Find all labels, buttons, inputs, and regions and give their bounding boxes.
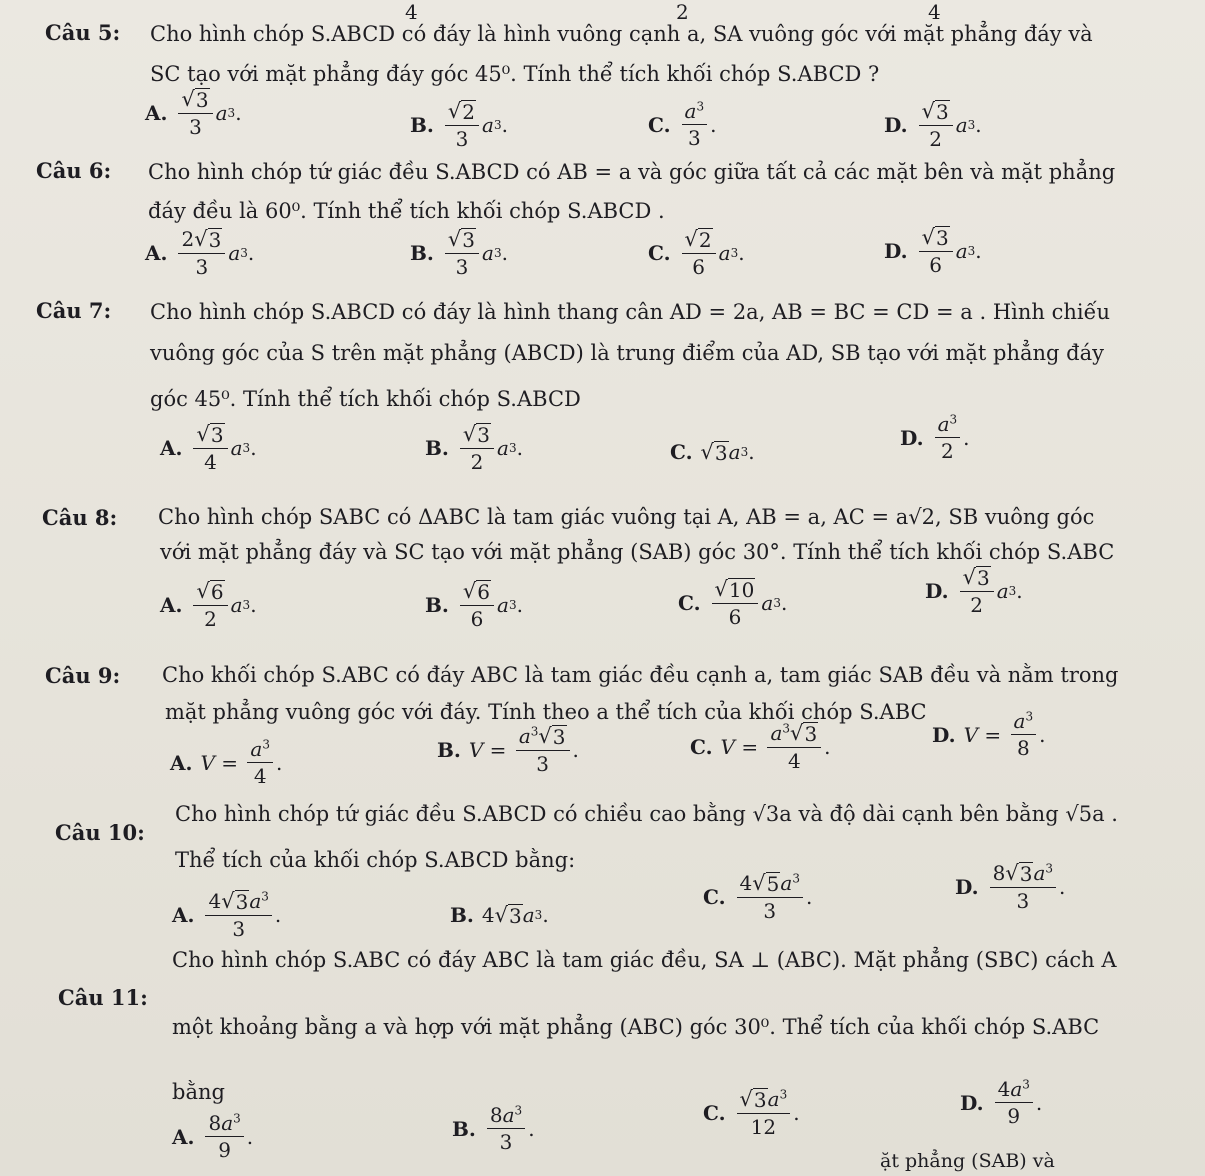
question-text: mặt phẳng vuông góc với đáy. Tính theo a thể tích của khối chóp S.ABC bbox=[165, 700, 927, 724]
question-text: Cho hình chóp S.ABCD có đáy là hình thang cân AD = 2a, AB = BC = CD = a . Hình chiếu bbox=[150, 300, 1111, 324]
question-text: vuông góc của S trên mặt phẳng (ABCD) là trung điểm của AD, SB tạo với mặt phẳng đáy bbox=[150, 341, 1104, 365]
option-d[interactable]: D. $\frac{4a^3}{9}$ . bbox=[960, 1077, 1043, 1128]
option-a[interactable]: A. V = $\frac{a^3}{4}$ . bbox=[170, 737, 283, 788]
question-text: Cho hình chóp S.ABC có đáy ABC là tam giác đều, SA ⊥ (ABC). Mặt phẳng (SBC) cách A bbox=[172, 948, 1117, 972]
option-d[interactable]: D. √ 3 2 a 3 . bbox=[884, 99, 982, 152]
question-label: Câu 8: bbox=[42, 505, 118, 530]
top-number: 4 bbox=[405, 0, 418, 24]
option-d[interactable]: D. $\frac{a^3}{2}$ . bbox=[900, 412, 970, 463]
question-label: Câu 11: bbox=[58, 985, 148, 1010]
option-c[interactable]: C. 4 √ 5 $a^3$ 3 . bbox=[703, 871, 813, 924]
option-d[interactable]: D. √ 3 2 a 3 . bbox=[925, 565, 1023, 618]
option-c[interactable]: C. √ 2 6 a 3 . bbox=[648, 227, 745, 280]
option-c[interactable]: C. $\frac{a^3}{3}$ . bbox=[648, 99, 717, 150]
option-b[interactable]: B. √ 6 6 a 3 . bbox=[425, 579, 523, 632]
question-text: đáy đều là 60⁰. Tính thể tích khối chóp S.ABCD . bbox=[148, 199, 665, 223]
question-text: Cho hình chóp S.ABCD có đáy là hình vuông cạnh a, SA vuông góc với mặt phẳng đáy và bbox=[150, 22, 1093, 46]
option-c[interactable]: C. √ 10 6 a 3 . bbox=[678, 577, 788, 630]
question-text: Cho hình chóp tứ giác đều S.ABCD có chiều cao bằng √3a và độ dài cạnh bên bằng √5a . bbox=[175, 802, 1118, 826]
option-a[interactable]: A. 2 √ 3 3 a 3 . bbox=[145, 227, 255, 280]
question-text: Cho hình chóp SABC có ΔABC là tam giác vuông tại A, AB = a, AC = a√2, SB vuông góc bbox=[158, 505, 1095, 529]
option-b[interactable]: B. 4 √ 3 a 3 . bbox=[450, 903, 549, 928]
question-text: với mặt phẳng đáy và SC tạo với mặt phẳng (SAB) góc 30°. Tính thể tích khối chóp S.ABC bbox=[160, 540, 1115, 564]
question-text: SC tạo với mặt phẳng đáy góc 45⁰. Tính thể tích khối chóp S.ABCD ? bbox=[150, 62, 880, 86]
option-a[interactable]: A. √ 3 4 a 3 . bbox=[160, 422, 257, 475]
option-d[interactable]: D. √ 3 6 a 3 . bbox=[884, 225, 982, 278]
option-c[interactable]: C. √ 3 a 3 . bbox=[670, 440, 755, 465]
option-a[interactable]: A. √ 6 2 a 3 . bbox=[160, 579, 257, 632]
option-d[interactable]: D. 8 √ 3 $a^3$ 3 . bbox=[955, 861, 1066, 914]
option-d[interactable]: D. V = $\frac{a^3}{8}$ . bbox=[932, 709, 1046, 760]
option-a[interactable]: A. $\frac{8a^3}{9}$ . bbox=[172, 1111, 254, 1162]
question-label: Câu 5: bbox=[45, 20, 121, 45]
question-text: bằng bbox=[172, 1080, 225, 1104]
question-label: Câu 10: bbox=[55, 820, 145, 845]
option-b[interactable]: B. √ 3 3 a 3 . bbox=[410, 227, 508, 280]
option-b[interactable]: B. $\frac{8a^3}{3}$ . bbox=[452, 1103, 535, 1154]
top-number: 4 bbox=[928, 0, 941, 24]
option-c[interactable]: C. V = $a^3$ √ 3 4 . bbox=[690, 721, 831, 774]
option-b[interactable]: B. √ 3 2 a 3 . bbox=[425, 422, 523, 475]
question-text: Cho hình chóp tứ giác đều S.ABCD có AB = a và góc giữa tất cả các mặt bên và mặt phẳng bbox=[148, 160, 1116, 184]
option-a[interactable]: A. √ 3 3 a 3 . bbox=[145, 87, 242, 140]
option-b[interactable]: B. V = $a^3$ √ 3 3 . bbox=[437, 724, 579, 777]
question-label: Câu 6: bbox=[36, 158, 112, 183]
question-label: Câu 9: bbox=[45, 663, 121, 688]
option-c[interactable]: C. √ 3 $a^3$ 12 . bbox=[703, 1087, 800, 1140]
question-label: Câu 7: bbox=[36, 298, 112, 323]
question-text: một khoảng bằng a và hợp với mặt phẳng (ABC) góc 30⁰. Thể tích của khối chóp S.ABC bbox=[172, 1015, 1100, 1039]
question-text: Thể tích của khối chóp S.ABCD bằng: bbox=[175, 848, 576, 872]
option-b[interactable]: B. √ 2 3 a 3 . bbox=[410, 99, 508, 152]
top-number: 2 bbox=[676, 0, 689, 24]
question-text: Cho khối chóp S.ABC có đáy ABC là tam giác đều cạnh a, tam giác SAB đều và nằm trong bbox=[162, 663, 1119, 687]
question-text: góc 45⁰. Tính thể tích khối chóp S.ABCD bbox=[150, 387, 581, 411]
cut-off-text: ặt phẳng (SAB) và bbox=[880, 1150, 1055, 1172]
option-a[interactable]: A. 4 √ 3 $a^3$ 3 . bbox=[172, 889, 282, 942]
